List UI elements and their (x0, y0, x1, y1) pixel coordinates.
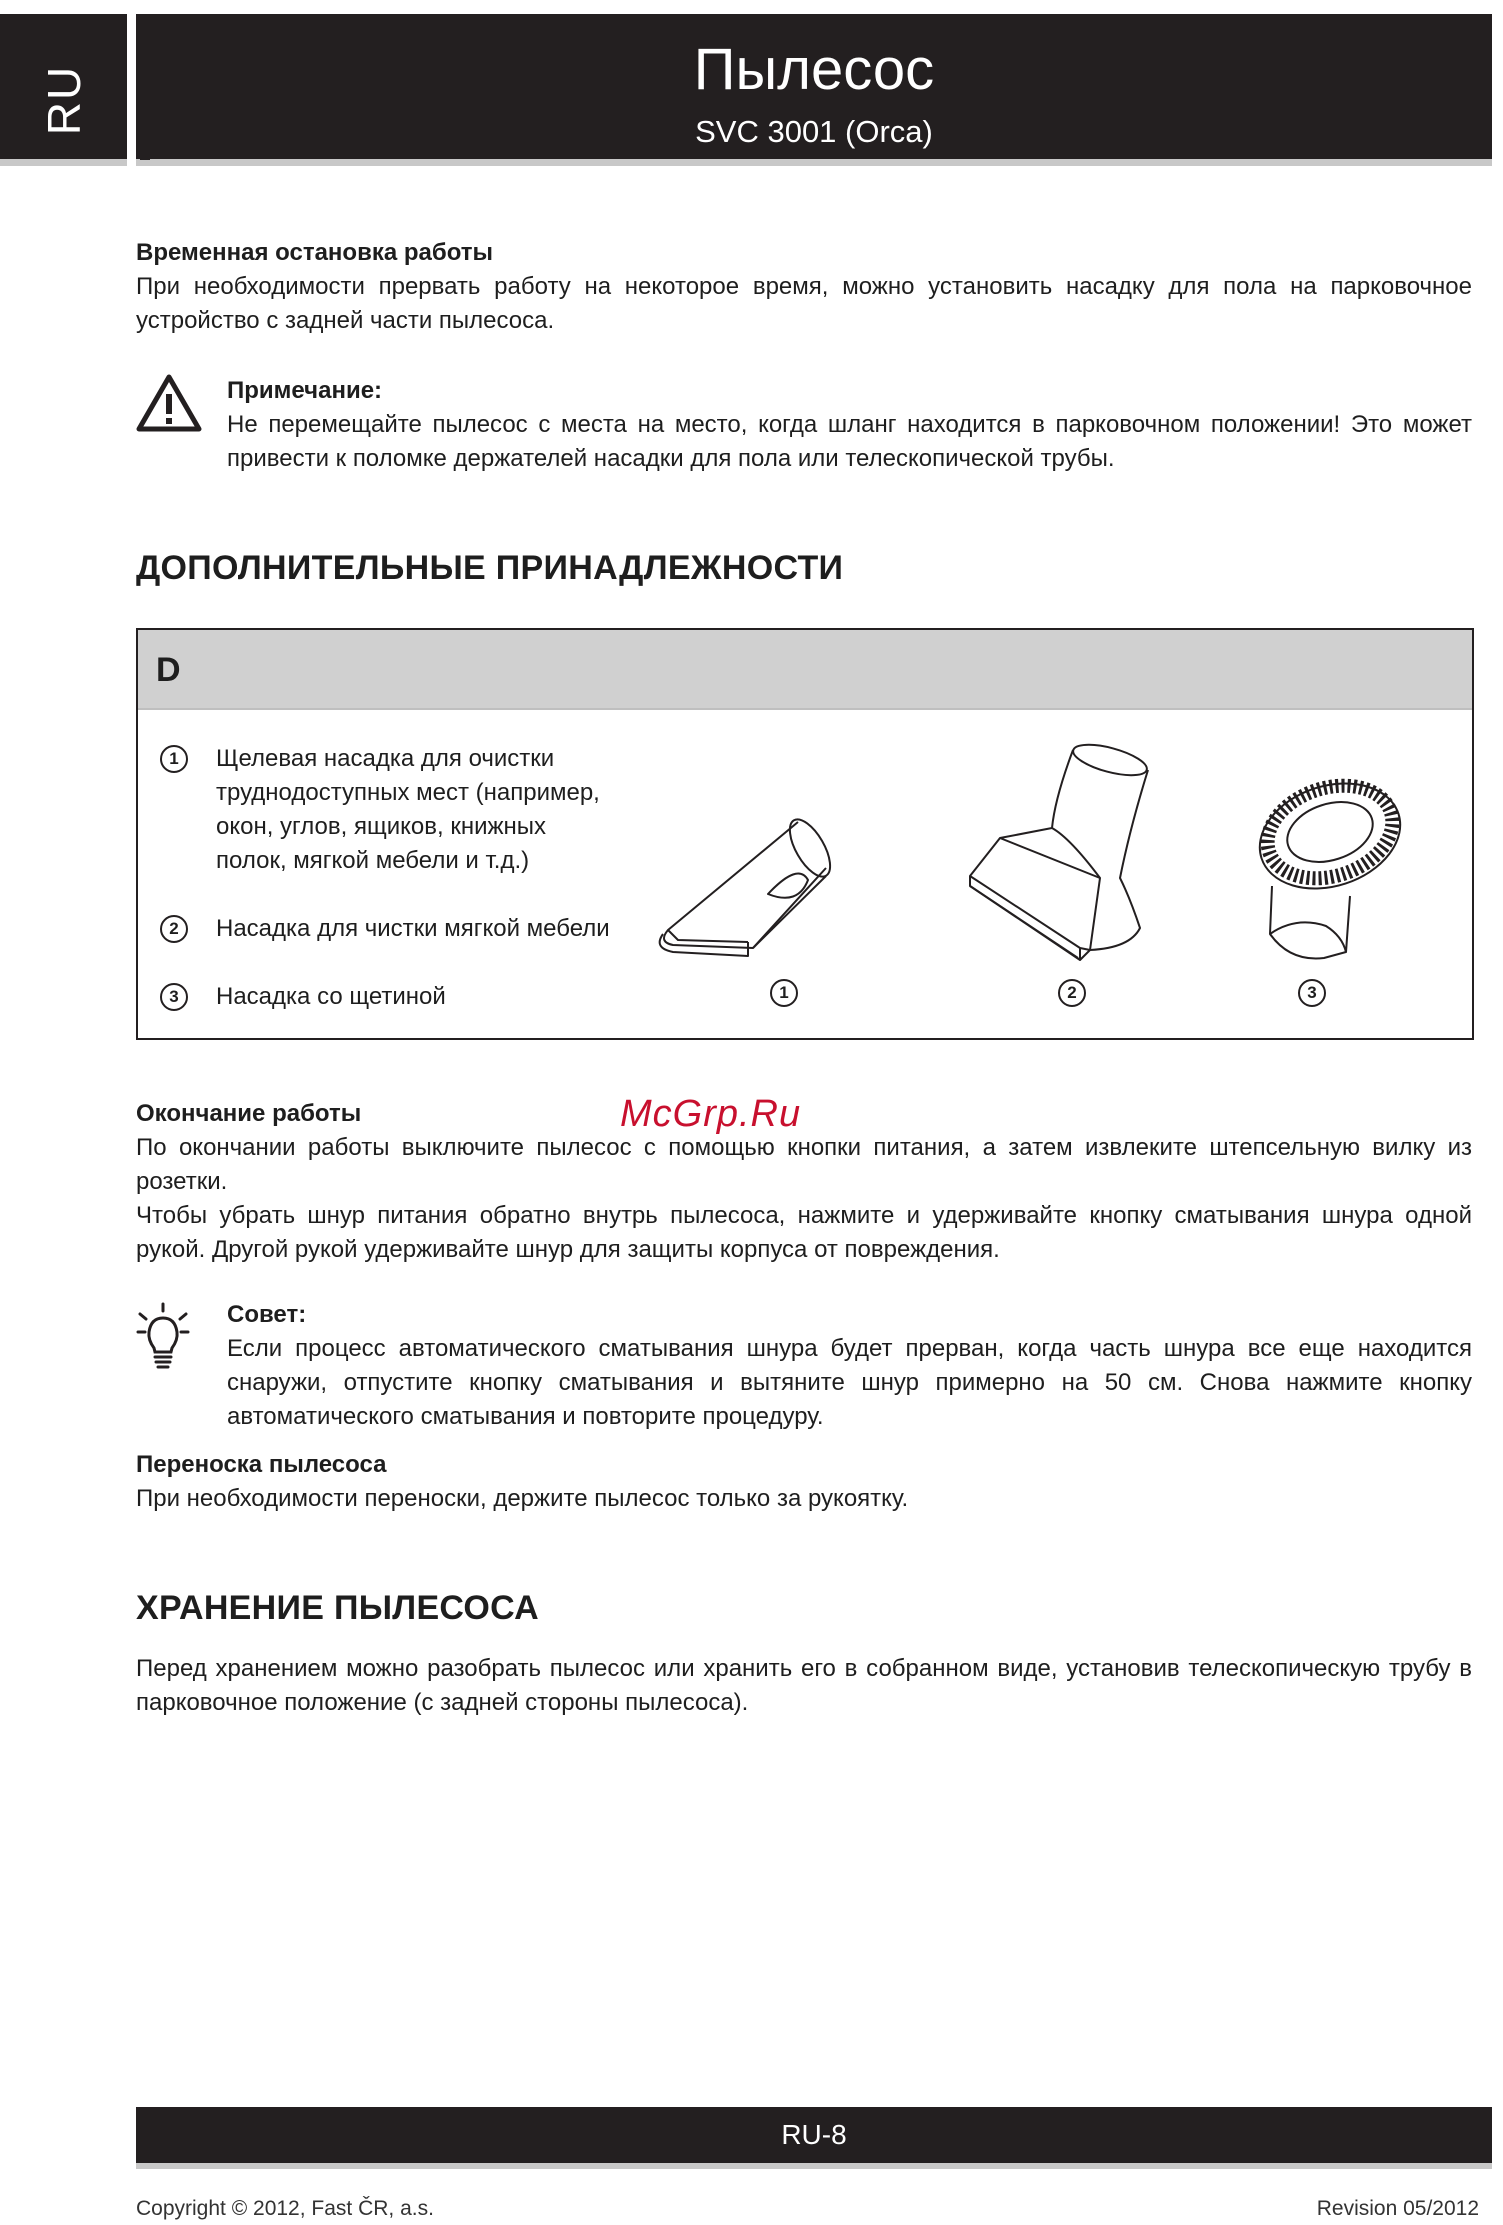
pause-text: При необходимости прервать работу на некоторое время, можно установить насадку для пола на парковочное устройство с задней части пылесоса. (136, 273, 1472, 334)
header-tick (140, 158, 150, 160)
lightbulb-icon (136, 1302, 190, 1372)
storage-text: Перед хранением можно разобрать пылесос или хранить его в собранном виде, установив телескопическую трубу в парковочное положение (с задней стороны пылесоса). (136, 1655, 1472, 1716)
note-text: Не перемещайте пылесос с места на место, когда шланг находится в парковочном положении! Это может привести к поломке держателей насадки для пола или телескопической трубы. (227, 411, 1472, 472)
tip-body (227, 1298, 1472, 1434)
storage-heading: ХРАНЕНИЕ ПЫЛЕСОСА (136, 1589, 540, 1627)
accessories-box-header (138, 630, 1472, 710)
finish-section (136, 1097, 1472, 1267)
accessory-number: 3 (160, 983, 188, 1011)
language-tab (0, 14, 127, 159)
brush-tool-illustration (1246, 766, 1406, 966)
figure-number: 1 (770, 979, 798, 1007)
figure-number: 2 (1058, 979, 1086, 1007)
page-number-bar (136, 2107, 1492, 2163)
page-subtitle: SVC 3001 (Orca) (695, 114, 933, 149)
accessory-number: 1 (160, 745, 188, 773)
figure-number: 3 (1298, 979, 1326, 1007)
note-body (227, 374, 1472, 476)
accessory-number: 2 (160, 915, 188, 943)
finish-heading: Окончание работы (136, 1100, 362, 1127)
finish-text-2: Чтобы убрать шнур питания обратно внутрь пылесоса, нажмите и удерживайте кнопку сматывания шнура одной рукой. Другой рукой удерживайте шнур для защиты корпуса от повреждения. (136, 1202, 1472, 1263)
accessory-text: Насадка для чистки мягкой мебели (216, 915, 610, 942)
language-code: RU (38, 64, 90, 136)
page-header (136, 14, 1492, 159)
pause-heading: Временная остановка работы (136, 239, 494, 266)
carry-text: При необходимости переноски, держите пылесос только за рукоятку. (136, 1485, 909, 1512)
tip-heading: Совет: (227, 1301, 307, 1328)
warning-icon (136, 374, 202, 432)
carry-heading: Переноска пылесоса (136, 1451, 387, 1478)
page-title: Пылесос (693, 37, 935, 102)
accessories-section (136, 548, 1472, 588)
tip-text: Если процесс автоматического сматывания шнура будет прерван, когда часть шнура все еще находится снаружи, отпустите кнопку сматывания и вытяните шнур примерно на 50 см. Снова нажмите кнопку автоматического сматывания и повторите процедуру. (227, 1335, 1472, 1430)
finish-text-1: По окончании работы выключите пылесос с помощью кнопки питания, а затем извлеките штепсельную вилку из розетки. (136, 1134, 1472, 1195)
storage-section (136, 1588, 1472, 1720)
tip-block (136, 1298, 1472, 1428)
crevice-tool-illustration (648, 810, 848, 960)
upholstery-tool-illustration (960, 738, 1170, 968)
pause-section (136, 236, 1472, 338)
page-number: RU-8 (781, 2119, 847, 2150)
accessory-text: Насадка со щетиной (216, 983, 446, 1010)
accessory-text: Щелевая насадка для очистки труднодоступных мест (например, окон, углов, ящиков, книжных полок, мягкой мебели и т.д.) (216, 745, 600, 874)
accessories-box-label: D (156, 651, 181, 689)
copyright: Copyright © 2012, Fast ČR, a.s. (136, 2197, 434, 2220)
accessories-heading: ДОПОЛНИТЕЛЬНЫЕ ПРИНАДЛЕЖНОСТИ (136, 549, 844, 587)
revision: Revision 05/2012 (1316, 2197, 1479, 2220)
accessories-box (136, 628, 1474, 1040)
note-heading: Примечание: (227, 377, 383, 404)
carry-section (136, 1448, 1472, 1516)
watermark: McGrp.Ru (620, 1093, 802, 1135)
note-block (136, 374, 1472, 474)
